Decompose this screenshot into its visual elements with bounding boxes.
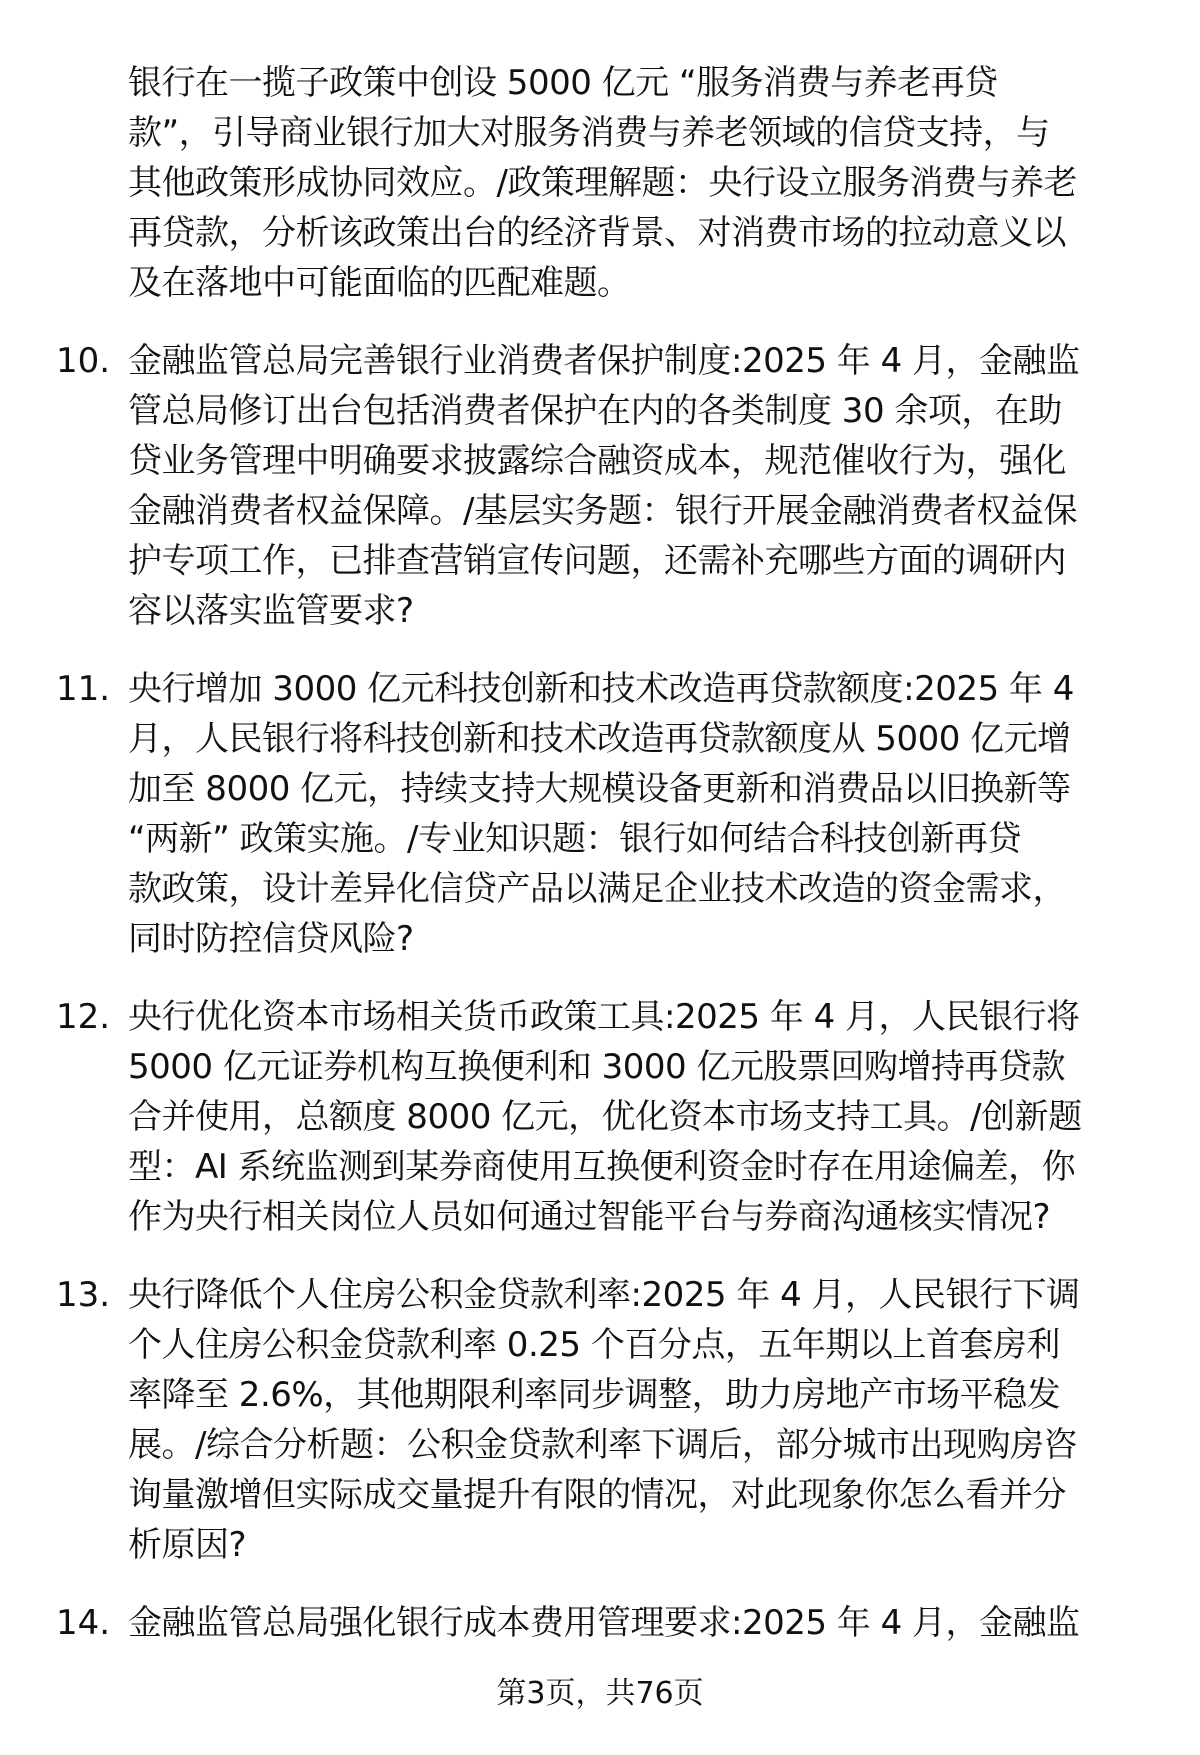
text-line: 银行在一揽子政策中创设 5000 亿元 “服务消费与养老再贷 [128,63,998,103]
text-line: 同时防控信贷风险? [128,919,414,959]
list-item [0,1598,1200,1648]
text-line: 合并使用，总额度 8000 亿元，优化资本市场支持工具。/创新题 [128,1097,1082,1137]
text-line: 金融监管总局完善银行业消费者保护制度:2025 年 4 月，金融监 [128,341,1080,381]
text-line: 央行降低个人住房公积金贷款利率:2025 年 4 月，人民银行下调 [128,1275,1080,1315]
document-body [0,58,1200,1676]
list-item-number: 14. [56,1603,111,1643]
text-line: 贷业务管理中明确要求披露综合融资成本，规范催收行为，强化 [128,441,1066,481]
text-line: 其他政策形成协同效应。/政策理解题：央行设立服务消费与养老 [128,163,1077,203]
text-line: 再贷款，分析该政策出台的经济背景、对消费市场的拉动意义以 [128,213,1066,253]
list-item-number: 12. [56,997,111,1037]
text-line: 展。/综合分析题：公积金贷款利率下调后，部分城市出现购房咨 [128,1425,1077,1465]
text-line: 金融消费者权益保障。/基层实务题：银行开展金融消费者权益保 [128,491,1077,531]
list-item-number: 13. [56,1275,111,1315]
list-item [0,992,1200,1242]
text-line: 询量激增但实际成交量提升有限的情况，对此现象你怎么看并分 [128,1475,1066,1515]
text-line: 个人住房公积金贷款利率 0.25 个百分点，五年期以上首套房利 [128,1325,1060,1365]
list-item [0,1270,1200,1570]
list-item [0,664,1200,964]
text-line: 及在落地中可能面临的匹配难题。 [128,263,631,303]
text-line: 央行优化资本市场相关货币政策工具:2025 年 4 月，人民银行将 [128,997,1080,1037]
text-line: 款政策，设计差异化信贷产品以满足企业技术改造的资金需求， [128,869,1066,909]
list-item [0,58,1200,308]
list-item-number: 10. [56,341,111,381]
text-line: 款”，引导商业银行加大对服务消费与养老领域的信贷支持，与 [128,113,1050,153]
text-line: 护专项工作，已排查营销宣传问题，还需补充哪些方面的调研内 [128,541,1066,581]
page-number-footer: 第3页，共76页 [496,1676,704,1711]
list-item-number: 11. [56,669,111,709]
text-line: “两新” 政策实施。/专业知识题：银行如何结合科技创新再贷 [128,819,1021,859]
text-line: 月，人民银行将科技创新和技术改造再贷款额度从 5000 亿元增 [128,719,1071,759]
text-line: 5000 亿元证券机构互换便利和 3000 亿元股票回购增持再贷款 [128,1047,1065,1087]
text-line: 作为央行相关岗位人员如何通过智能平台与券商沟通核实情况? [128,1197,1051,1237]
list-item [0,336,1200,636]
text-line: 管总局修订出台包括消费者保护在内的各类制度 30 余项，在助 [128,391,1062,431]
text-line: 容以落实监管要求? [128,591,414,631]
text-line: 析原因? [128,1525,247,1565]
text-line: 央行增加 3000 亿元科技创新和技术改造再贷款额度:2025 年 4 [128,669,1074,709]
text-line: 金融监管总局强化银行成本费用管理要求:2025 年 4 月，金融监 [128,1603,1080,1643]
text-line: 型：AI 系统监测到某券商使用互换便利资金时存在用途偏差，你 [128,1147,1076,1187]
text-line: 率降至 2.6%，其他期限利率同步调整，助力房地产市场平稳发 [128,1375,1061,1415]
text-line: 加至 8000 亿元，持续支持大规模设备更新和消费品以旧换新等 [128,769,1071,809]
